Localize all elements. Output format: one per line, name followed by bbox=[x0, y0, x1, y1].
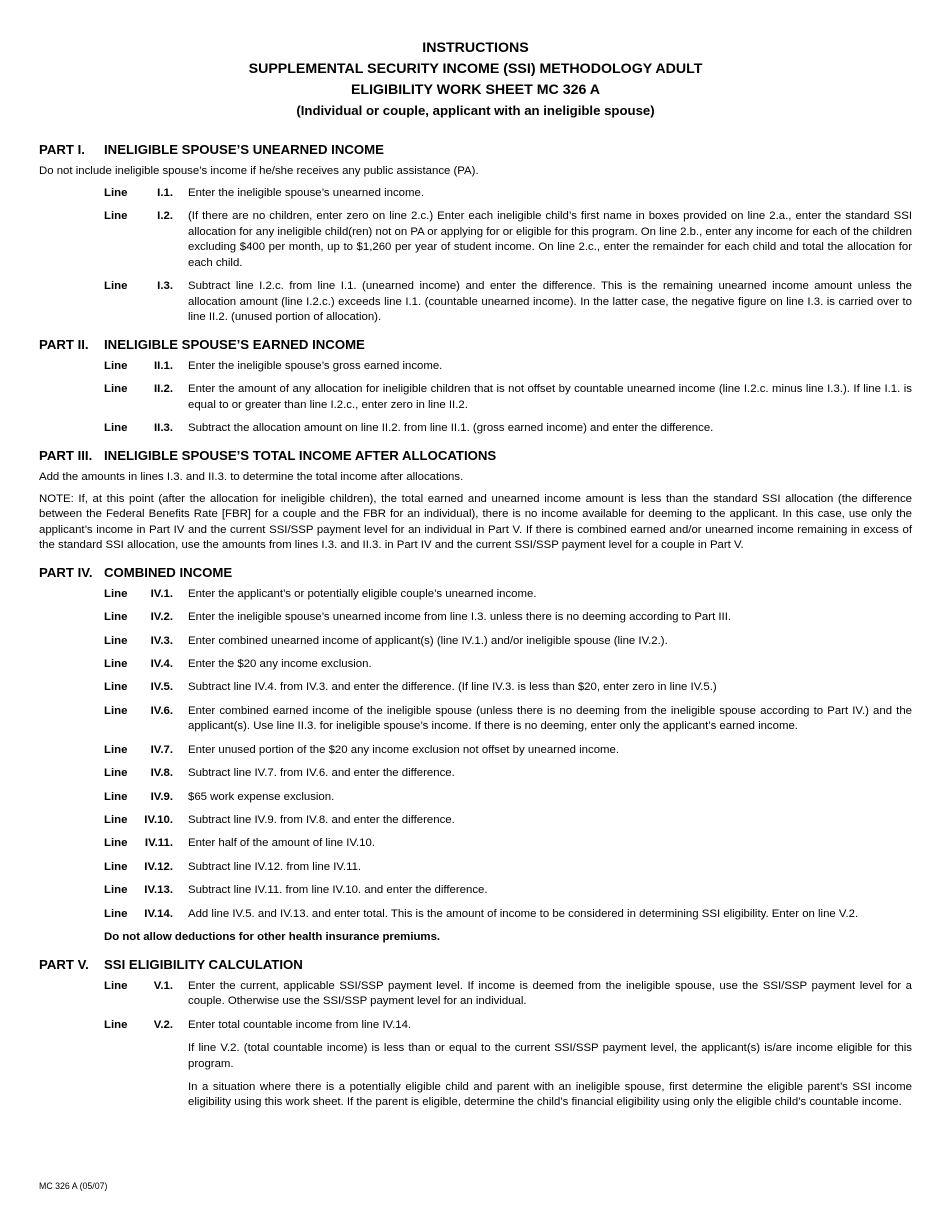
part3-number: PART III. bbox=[39, 447, 93, 463]
line-text: (If there are no children, enter zero on line 2.c.) Enter each ineligible child’s first name in boxes provided on line 2.a., enter the standard SSI allocation for any ineligible child(ren) not on PA or applying for or eligible for this program. On line 2.b., enter any income for each of the children excluding $400 per month, up to $1,260 per year of student income. On line 2.c., enter the remainder for each child and total the allocation for each child. bbox=[188, 209, 912, 269]
part2-heading bbox=[39, 336, 912, 353]
part4-note: Do not allow deductions for other health insurance premiums. bbox=[104, 930, 441, 943]
line-label: Line bbox=[104, 743, 128, 756]
line-text: Enter combined unearned income of applicant(s) (line IV.1.) and/or ineligible spouse (line IV.2.). bbox=[188, 634, 668, 647]
part5-heading bbox=[39, 956, 912, 973]
line-item bbox=[39, 657, 912, 673]
line-text: Enter the ineligible spouse’s unearned income. bbox=[188, 186, 424, 199]
line-label: Line bbox=[104, 383, 128, 396]
line-text: Enter the amount of any allocation for ineligible children that is not offset by countable unearned income (line I.2.c. minus line I.3.). If line I.1. is equal to or greater than line I.2.c., enter zero in line II.2. bbox=[188, 383, 912, 411]
line-label: Line bbox=[104, 658, 128, 671]
line-label: Line bbox=[104, 186, 128, 199]
line-item bbox=[39, 359, 912, 375]
header-title: SUPPLEMENTAL SECURITY INCOME (SSI) METHODOLOGY ADULT bbox=[248, 61, 703, 77]
line-text: Enter the $20 any income exclusion. bbox=[188, 658, 372, 671]
line-text: Subtract line IV.7. from IV.6. and enter the difference. bbox=[188, 767, 455, 780]
line-item bbox=[39, 883, 912, 899]
line-number: IV.8. bbox=[150, 767, 173, 780]
line-text: Enter total countable income from line IV.14. bbox=[188, 1018, 412, 1031]
line-label: Line bbox=[104, 704, 128, 717]
line-item bbox=[39, 186, 912, 202]
line-item bbox=[39, 979, 912, 1010]
line-number: IV.14. bbox=[144, 907, 173, 920]
part3-title: INELIGIBLE SPOUSE’S TOTAL INCOME AFTER ALLOCATIONS bbox=[104, 447, 497, 463]
line-text: Enter half of the amount of line IV.10. bbox=[188, 837, 376, 850]
line-text: Enter the current, applicable SSI/SSP payment level. If income is deemed from the ineligible spouse, use the SSI/SSP payment level for a couple. Otherwise use the SSI/SSP payment level for an individual. bbox=[188, 979, 912, 1008]
line-text: Enter the applicant’s or potentially eligible couple’s unearned income. bbox=[188, 587, 537, 600]
line-text: Subtract line IV.12. from line IV.11. bbox=[188, 860, 362, 873]
line-text: Subtract line IV.9. from IV.8. and enter the difference. bbox=[188, 813, 455, 826]
part3-note: NOTE: If, at this point (after the allocation for ineligible children), the total earned and unearned income amount is less than the standard SSI allocation (the difference between the Federal Benefits Rate [FBR] for a couple and the FBR for an individual), there is no income available for deeming to the applicant. In this case, use only the applicant’s income in Part IV and the current SSI/SSP payment level for an individual in Part V. If there is combined earned and/or unearned income remaining in excess of the standard SSI allocation, use the amounts from lines I.3. and II.3. in Part IV and the current SSI/SSP payment level for a couple in Part V. bbox=[39, 492, 912, 552]
line-item bbox=[39, 860, 912, 876]
line-number: II.1. bbox=[154, 359, 173, 372]
line-item bbox=[39, 790, 912, 806]
part1-number: PART I. bbox=[39, 142, 85, 157]
line-label: Line bbox=[104, 813, 128, 826]
part1-heading bbox=[39, 141, 912, 158]
part2-title: INELIGIBLE SPOUSE’S EARNED INCOME bbox=[104, 336, 365, 352]
line-item bbox=[39, 766, 912, 782]
document-header bbox=[39, 38, 912, 121]
line-item bbox=[39, 382, 912, 413]
line-label: Line bbox=[104, 790, 128, 803]
header-form-name: ELIGIBILITY WORK SHEET MC 326 A bbox=[350, 82, 601, 98]
part2-number: PART II. bbox=[39, 336, 89, 352]
line-number: IV.7. bbox=[150, 743, 173, 756]
line-label: Line bbox=[104, 837, 128, 850]
line-item bbox=[39, 836, 912, 852]
form-footer-code: MC 326 A (05/07) bbox=[39, 1181, 108, 1191]
line-number: IV.11. bbox=[144, 837, 173, 850]
line-text: Subtract line I.2.c. from line I.1. (unearned income) and enter the difference. This is the remaining unearned income amount unless the allocation amount (line I.2.c.) exceeds line I.1. (countable unearned income). In the latter case, the negative figure on line I.3. is carried over to line II.2. (unused portion of allocation). bbox=[188, 280, 912, 324]
line-text: Enter unused portion of the $20 any income exclusion not offset by unearned income. bbox=[188, 743, 620, 756]
part3-intro: Add the amounts in lines I.3. and II.3. to determine the total income after allocations. bbox=[39, 470, 464, 483]
line-number: IV.12. bbox=[144, 860, 173, 873]
line-label: Line bbox=[104, 681, 128, 694]
line-item bbox=[39, 634, 912, 650]
line-label: Line bbox=[104, 422, 128, 435]
line-number: I.1. bbox=[157, 186, 173, 199]
part4-heading bbox=[39, 564, 912, 581]
line-text: Subtract the allocation amount on line II.2. from line II.1. (gross earned income) and enter the difference. bbox=[188, 422, 714, 435]
line-number: IV.13. bbox=[144, 884, 173, 897]
line-label: Line bbox=[104, 907, 128, 920]
part1-title: INELIGIBLE SPOUSE’S UNEARNED INCOME bbox=[104, 142, 384, 157]
line-number: IV.5. bbox=[150, 681, 173, 694]
line-item bbox=[39, 813, 912, 829]
line-item bbox=[39, 610, 912, 626]
line-item bbox=[39, 587, 912, 603]
header-instructions: INSTRUCTIONS bbox=[422, 40, 529, 56]
line-number: IV.3. bbox=[150, 634, 173, 647]
line-number: IV.9. bbox=[150, 790, 173, 803]
line-label: Line bbox=[104, 587, 128, 600]
line-label: Line bbox=[104, 359, 128, 372]
line-label: Line bbox=[104, 280, 128, 293]
line-text: Enter the ineligible spouse’s gross earned income. bbox=[188, 359, 443, 372]
line-item bbox=[39, 209, 912, 271]
line-number: II.2. bbox=[154, 383, 173, 396]
line-number: IV.1. bbox=[150, 587, 173, 600]
line-text: Add line IV.5. and IV.13. and enter total. This is the amount of income to be considered in determining SSI eligibility. Enter on line V.2. bbox=[188, 907, 859, 920]
line-item bbox=[39, 704, 912, 735]
line-number: V.2. bbox=[153, 1018, 173, 1031]
line-label: Line bbox=[104, 979, 128, 992]
line-item bbox=[39, 421, 912, 437]
line-number: II.3. bbox=[154, 422, 173, 435]
line-number: IV.6. bbox=[150, 704, 173, 717]
line-number: I.3. bbox=[157, 280, 173, 293]
line-item bbox=[39, 907, 912, 923]
part1-intro: Do not include ineligible spouse’s income if he/she receives any public assistance (PA). bbox=[39, 165, 479, 177]
part5-title: SSI ELIGIBILITY CALCULATION bbox=[104, 956, 303, 972]
line-text: Subtract line IV.4. from IV.3. and enter the difference. (If line IV.3. is less than $20, enter zero in line IV.5.) bbox=[188, 681, 717, 694]
line-number: IV.4. bbox=[150, 658, 173, 671]
line-label: Line bbox=[104, 767, 128, 780]
part5-eligibility-paragraph: If line V.2. (total countable income) is less than or equal to the current SSI/SSP payment level, the applicant(s) is/are income eligible for this program. bbox=[188, 1041, 912, 1070]
line-item bbox=[39, 743, 912, 759]
line-label: Line bbox=[104, 634, 128, 647]
line-number: V.1. bbox=[153, 979, 173, 992]
line-item bbox=[39, 680, 912, 696]
part5-child-paragraph: In a situation where there is a potentially eligible child and parent with an ineligible spouse, first determine the eligible parent’s SSI income eligibility using this work sheet. If the parent is eligible, determine the child’s financial eligibility using only the eligible child’s countable income. bbox=[188, 1080, 912, 1109]
line-number: IV.2. bbox=[150, 611, 173, 624]
part4-title: COMBINED INCOME bbox=[104, 564, 233, 580]
line-number: IV.10. bbox=[144, 813, 173, 826]
line-label: Line bbox=[104, 884, 128, 897]
line-label: Line bbox=[104, 611, 128, 624]
line-text: $65 work expense exclusion. bbox=[188, 790, 335, 803]
part3-heading bbox=[39, 447, 912, 464]
line-item bbox=[39, 279, 912, 326]
part4-number: PART IV. bbox=[39, 564, 93, 580]
line-item bbox=[39, 1018, 912, 1034]
header-subtitle: (Individual or couple, applicant with an ineligible spouse) bbox=[296, 103, 655, 118]
part5-number: PART V. bbox=[39, 956, 89, 972]
line-number: I.2. bbox=[157, 209, 173, 222]
line-label: Line bbox=[104, 860, 128, 873]
line-text: Enter the ineligible spouse’s unearned income from line I.3. unless there is no deeming according to Part III. bbox=[188, 611, 732, 624]
line-text: Enter combined earned income of the ineligible spouse (unless there is no deeming from the ineligible spouse according to Part IV.) and the applicant(s). Use line II.3. for ineligible spouse’s income. If there is no deeming, enter only the applicant’s earned income. bbox=[188, 704, 912, 733]
line-label: Line bbox=[104, 1018, 128, 1031]
document-page bbox=[39, 38, 912, 1119]
line-text: Subtract line IV.11. from line IV.10. and enter the difference. bbox=[188, 884, 488, 897]
line-label: Line bbox=[104, 209, 128, 222]
